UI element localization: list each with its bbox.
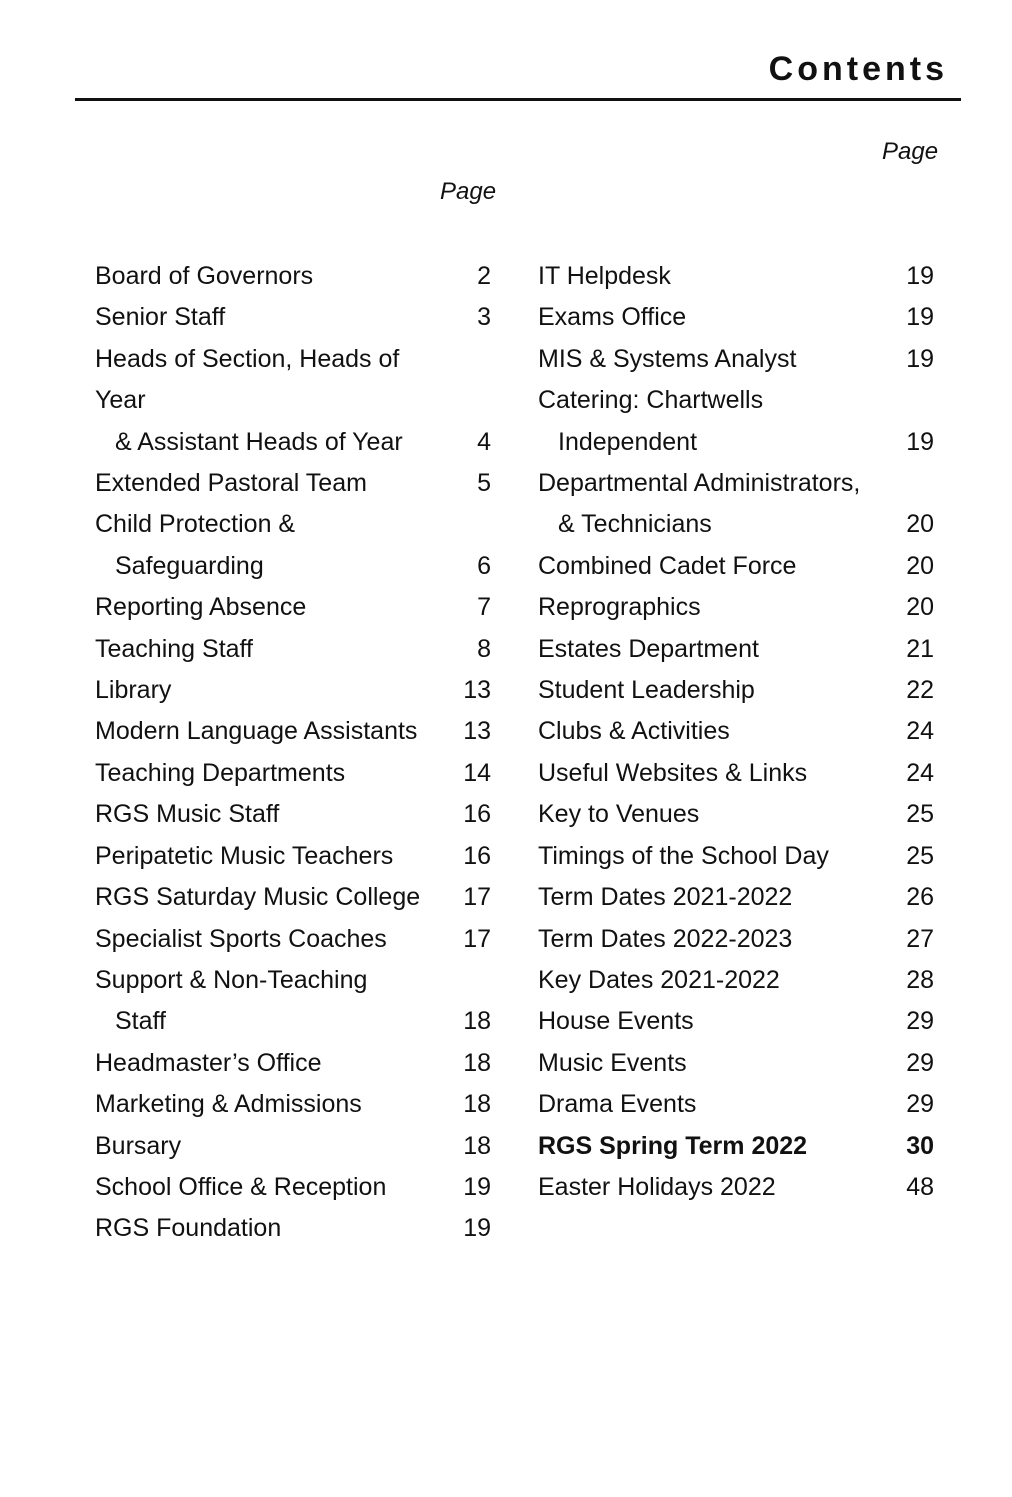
- toc-entry[interactable]: [95, 1043, 491, 1084]
- toc-page-number: 5: [477, 469, 491, 498]
- toc-page-number: 19: [463, 1172, 491, 1201]
- toc-entry-title: Combined Cadet Force: [538, 551, 797, 580]
- toc-entry-title: Board of Governors: [95, 262, 314, 290]
- toc-entry-label: [538, 794, 894, 835]
- toc-entry[interactable]: [538, 1126, 934, 1167]
- toc-entry-title: Specialist Sports Coaches: [95, 924, 387, 953]
- toc-entry-label: [538, 1043, 894, 1084]
- toc-entry-label: [538, 546, 894, 587]
- toc-entry[interactable]: [538, 256, 934, 297]
- toc-entry[interactable]: [95, 1084, 491, 1125]
- toc-entry-label: [538, 1167, 894, 1208]
- toc-entry[interactable]: [538, 1084, 934, 1125]
- toc-entry-title: Key to Venues: [538, 800, 700, 829]
- toc-entry-label: [95, 1084, 451, 1125]
- toc-page-number: 29: [906, 1090, 934, 1119]
- toc-entry-title: Useful Websites & Links: [538, 758, 808, 787]
- toc-entry[interactable]: [95, 670, 491, 711]
- toc-entry-label: [538, 919, 894, 960]
- toc-page-number: 25: [906, 841, 934, 870]
- toc-entry-title-continued: Independent: [558, 427, 698, 456]
- toc-page-number: 20: [906, 510, 934, 539]
- toc-page-number: 48: [906, 1172, 934, 1201]
- toc-entry[interactable]: [95, 877, 491, 918]
- toc-page-number: 30: [906, 1131, 934, 1160]
- toc-entry[interactable]: [538, 380, 934, 463]
- toc-entry-label: [95, 504, 451, 587]
- toc-entry-title: Music Events: [538, 1048, 687, 1077]
- toc-page-number: 26: [906, 883, 934, 912]
- toc-entry[interactable]: [95, 297, 491, 338]
- toc-entry[interactable]: [538, 339, 934, 380]
- toc-entry-title: Heads of Section, Heads of Year: [95, 344, 400, 415]
- toc-entry-title: Child Protection &: [95, 510, 296, 539]
- toc-entry-title: Teaching Departments: [95, 758, 346, 787]
- toc-page-number: 20: [906, 593, 934, 622]
- toc-page-number: 8: [477, 634, 491, 663]
- toc-page-number: 21: [906, 634, 934, 663]
- toc-entry-title-continued: Safeguarding: [115, 551, 264, 580]
- toc-entry-title: RGS Spring Term 2022: [538, 1131, 808, 1160]
- page-title: Contents: [768, 50, 948, 88]
- toc-entry[interactable]: [538, 753, 934, 794]
- toc-entry[interactable]: [95, 629, 491, 670]
- toc-entry-label: [538, 960, 894, 1001]
- toc-entry-title: Modern Language Assistants: [95, 717, 418, 746]
- toc-page-number: 29: [906, 1007, 934, 1036]
- toc-entry-title: Reporting Absence: [95, 593, 307, 622]
- toc-entry-title: RGS Foundation: [95, 1214, 282, 1243]
- toc-entry-label: [95, 463, 451, 504]
- toc-entry-title: Timings of the School Day: [538, 841, 829, 870]
- toc-entry-label: [95, 1208, 451, 1249]
- toc-entry-title: RGS Saturday Music College: [95, 883, 421, 912]
- toc-entry-label: [95, 1167, 451, 1208]
- toc-entry-label: [95, 960, 451, 1043]
- toc-entry[interactable]: [538, 960, 934, 1001]
- toc-entry[interactable]: [538, 836, 934, 877]
- toc-entry-label: [538, 711, 894, 752]
- toc-entry-label: [538, 339, 894, 380]
- toc-entry-label: [95, 711, 451, 752]
- toc-entry[interactable]: [538, 877, 934, 918]
- toc-entry-title: Bursary: [95, 1131, 182, 1160]
- toc-entry-label: [95, 256, 451, 297]
- toc-entry[interactable]: [95, 463, 491, 504]
- toc-page-number: 18: [463, 1007, 491, 1036]
- toc-entry-label: [538, 1001, 894, 1042]
- toc-entry[interactable]: [538, 546, 934, 587]
- toc-entry-label: [538, 1126, 894, 1167]
- toc-entry-label: [95, 587, 451, 628]
- toc-entry[interactable]: [95, 587, 491, 628]
- toc-page-number: 7: [477, 593, 491, 622]
- toc-entry-title: Headmaster’s Office: [95, 1048, 322, 1077]
- toc-entry[interactable]: [538, 629, 934, 670]
- toc-entry-label: [95, 753, 451, 794]
- toc-entry-title: Exams Office: [538, 303, 687, 332]
- toc-entry[interactable]: [95, 711, 491, 752]
- toc-entry-title: Key Dates 2021-2022: [538, 965, 780, 994]
- toc-page-number: 2: [477, 262, 491, 290]
- toc-entry[interactable]: [95, 1167, 491, 1208]
- left-page-header: Page: [440, 178, 497, 205]
- toc-entry-title: Clubs & Activities: [538, 717, 730, 746]
- toc-entry[interactable]: [538, 1167, 934, 1208]
- toc-entry-title: Drama Events: [538, 1090, 697, 1119]
- toc-page-number: 13: [463, 717, 491, 746]
- toc-page-number: 18: [463, 1090, 491, 1119]
- toc-entry-label: [95, 794, 451, 835]
- toc-entry-title: Support & Non-Teaching: [95, 965, 368, 994]
- toc-entry-label: [538, 877, 894, 918]
- toc-entry[interactable]: [95, 753, 491, 794]
- toc-page-number: 27: [906, 924, 934, 953]
- toc-entry-label: [538, 1084, 894, 1125]
- toc-entry-label: [95, 1043, 451, 1084]
- toc-entry-title: Student Leadership: [538, 676, 755, 705]
- toc-entry-label: [95, 836, 451, 877]
- toc-entry[interactable]: [538, 1001, 934, 1042]
- toc-entry[interactable]: [95, 1126, 491, 1167]
- toc-entry-label: [95, 297, 451, 338]
- left-contents-column: [95, 256, 491, 1250]
- toc-page-number: 14: [463, 758, 491, 787]
- toc-entry-label: [538, 256, 894, 297]
- toc-entry-label: [95, 629, 451, 670]
- toc-entry-label: [538, 836, 894, 877]
- toc-entry-title: IT Helpdesk: [538, 262, 671, 290]
- toc-entry-title: RGS Music Staff: [95, 800, 280, 829]
- right-contents-column: [538, 256, 934, 1208]
- toc-page-number: 24: [906, 717, 934, 746]
- toc-page-number: 28: [906, 965, 934, 994]
- toc-page-number: 16: [463, 841, 491, 870]
- toc-entry-label: [95, 1126, 451, 1167]
- toc-entry-label: [95, 877, 451, 918]
- toc-page-number: 19: [906, 427, 934, 456]
- toc-entry-title: School Office & Reception: [95, 1172, 387, 1201]
- toc-entry-label: [538, 670, 894, 711]
- toc-entry-title: MIS & Systems Analyst: [538, 344, 797, 373]
- toc-entry-label: [95, 670, 451, 711]
- toc-entry-title: Library: [95, 676, 172, 705]
- toc-entry-title: Marketing & Admissions: [95, 1090, 362, 1119]
- toc-entry-title-continued: & Technicians: [558, 510, 712, 539]
- toc-entry[interactable]: [95, 339, 491, 463]
- toc-page-number: 22: [906, 676, 934, 705]
- toc-page-number: 6: [477, 551, 491, 580]
- toc-entry-title: Teaching Staff: [95, 634, 253, 663]
- toc-entry-label: [538, 380, 894, 463]
- toc-page-number: 3: [477, 303, 491, 332]
- toc-entry-title: Peripatetic Music Teachers: [95, 841, 394, 870]
- toc-page-number: 17: [463, 924, 491, 953]
- toc-entry-title: Extended Pastoral Team: [95, 469, 367, 498]
- toc-entry[interactable]: [95, 794, 491, 835]
- right-page-header: Page: [882, 138, 939, 165]
- toc-entry-title: Estates Department: [538, 634, 759, 663]
- toc-entry[interactable]: [538, 463, 934, 546]
- toc-entry[interactable]: [95, 1208, 491, 1249]
- toc-entry-title: Reprographics: [538, 593, 701, 622]
- toc-entry-title: House Events: [538, 1007, 694, 1036]
- toc-entry[interactable]: [95, 960, 491, 1043]
- toc-entry-label: [95, 919, 451, 960]
- toc-entry-label: [538, 753, 894, 794]
- toc-entry-title: Departmental Administrators,: [538, 469, 861, 498]
- toc-page-number: 4: [477, 427, 491, 456]
- toc-entry[interactable]: [95, 256, 491, 297]
- toc-entry-title: Term Dates 2021-2022: [538, 883, 793, 912]
- toc-entry[interactable]: [538, 297, 934, 338]
- title-divider: [75, 98, 961, 101]
- toc-entry[interactable]: [538, 711, 934, 752]
- toc-entry[interactable]: [95, 504, 491, 587]
- toc-entry-label: [538, 587, 894, 628]
- toc-entry-title: Catering: Chartwells: [538, 386, 764, 415]
- toc-entry[interactable]: [95, 919, 491, 960]
- toc-page-number: 29: [906, 1048, 934, 1077]
- toc-page-number: 19: [906, 262, 934, 290]
- toc-page-number: 13: [463, 676, 491, 705]
- toc-entry[interactable]: [538, 587, 934, 628]
- toc-page-number: 18: [463, 1048, 491, 1077]
- toc-page-number: 19: [906, 344, 934, 373]
- toc-entry[interactable]: [538, 794, 934, 835]
- toc-entry-title: Easter Holidays 2022: [538, 1172, 776, 1201]
- toc-entry-label: [95, 339, 451, 463]
- toc-page-number: 16: [463, 800, 491, 829]
- toc-entry[interactable]: [538, 919, 934, 960]
- toc-entry-title-continued: Staff: [115, 1007, 166, 1036]
- toc-entry-title: Senior Staff: [95, 303, 226, 332]
- toc-entry-label: [538, 629, 894, 670]
- toc-entry-label: [538, 297, 894, 338]
- toc-page-number: 18: [463, 1131, 491, 1160]
- toc-page-number: 25: [906, 800, 934, 829]
- toc-page-number: 19: [463, 1214, 491, 1243]
- toc-entry[interactable]: [538, 1043, 934, 1084]
- toc-entry-label: [538, 463, 894, 546]
- toc-entry[interactable]: [95, 836, 491, 877]
- toc-page-number: 20: [906, 551, 934, 580]
- toc-page-number: 19: [906, 303, 934, 332]
- toc-entry-title: Term Dates 2022-2023: [538, 924, 793, 953]
- toc-page-number: 17: [463, 883, 491, 912]
- toc-entry-title-continued: & Assistant Heads of Year: [115, 427, 403, 456]
- toc-page-number: 24: [906, 758, 934, 787]
- toc-entry[interactable]: [538, 670, 934, 711]
